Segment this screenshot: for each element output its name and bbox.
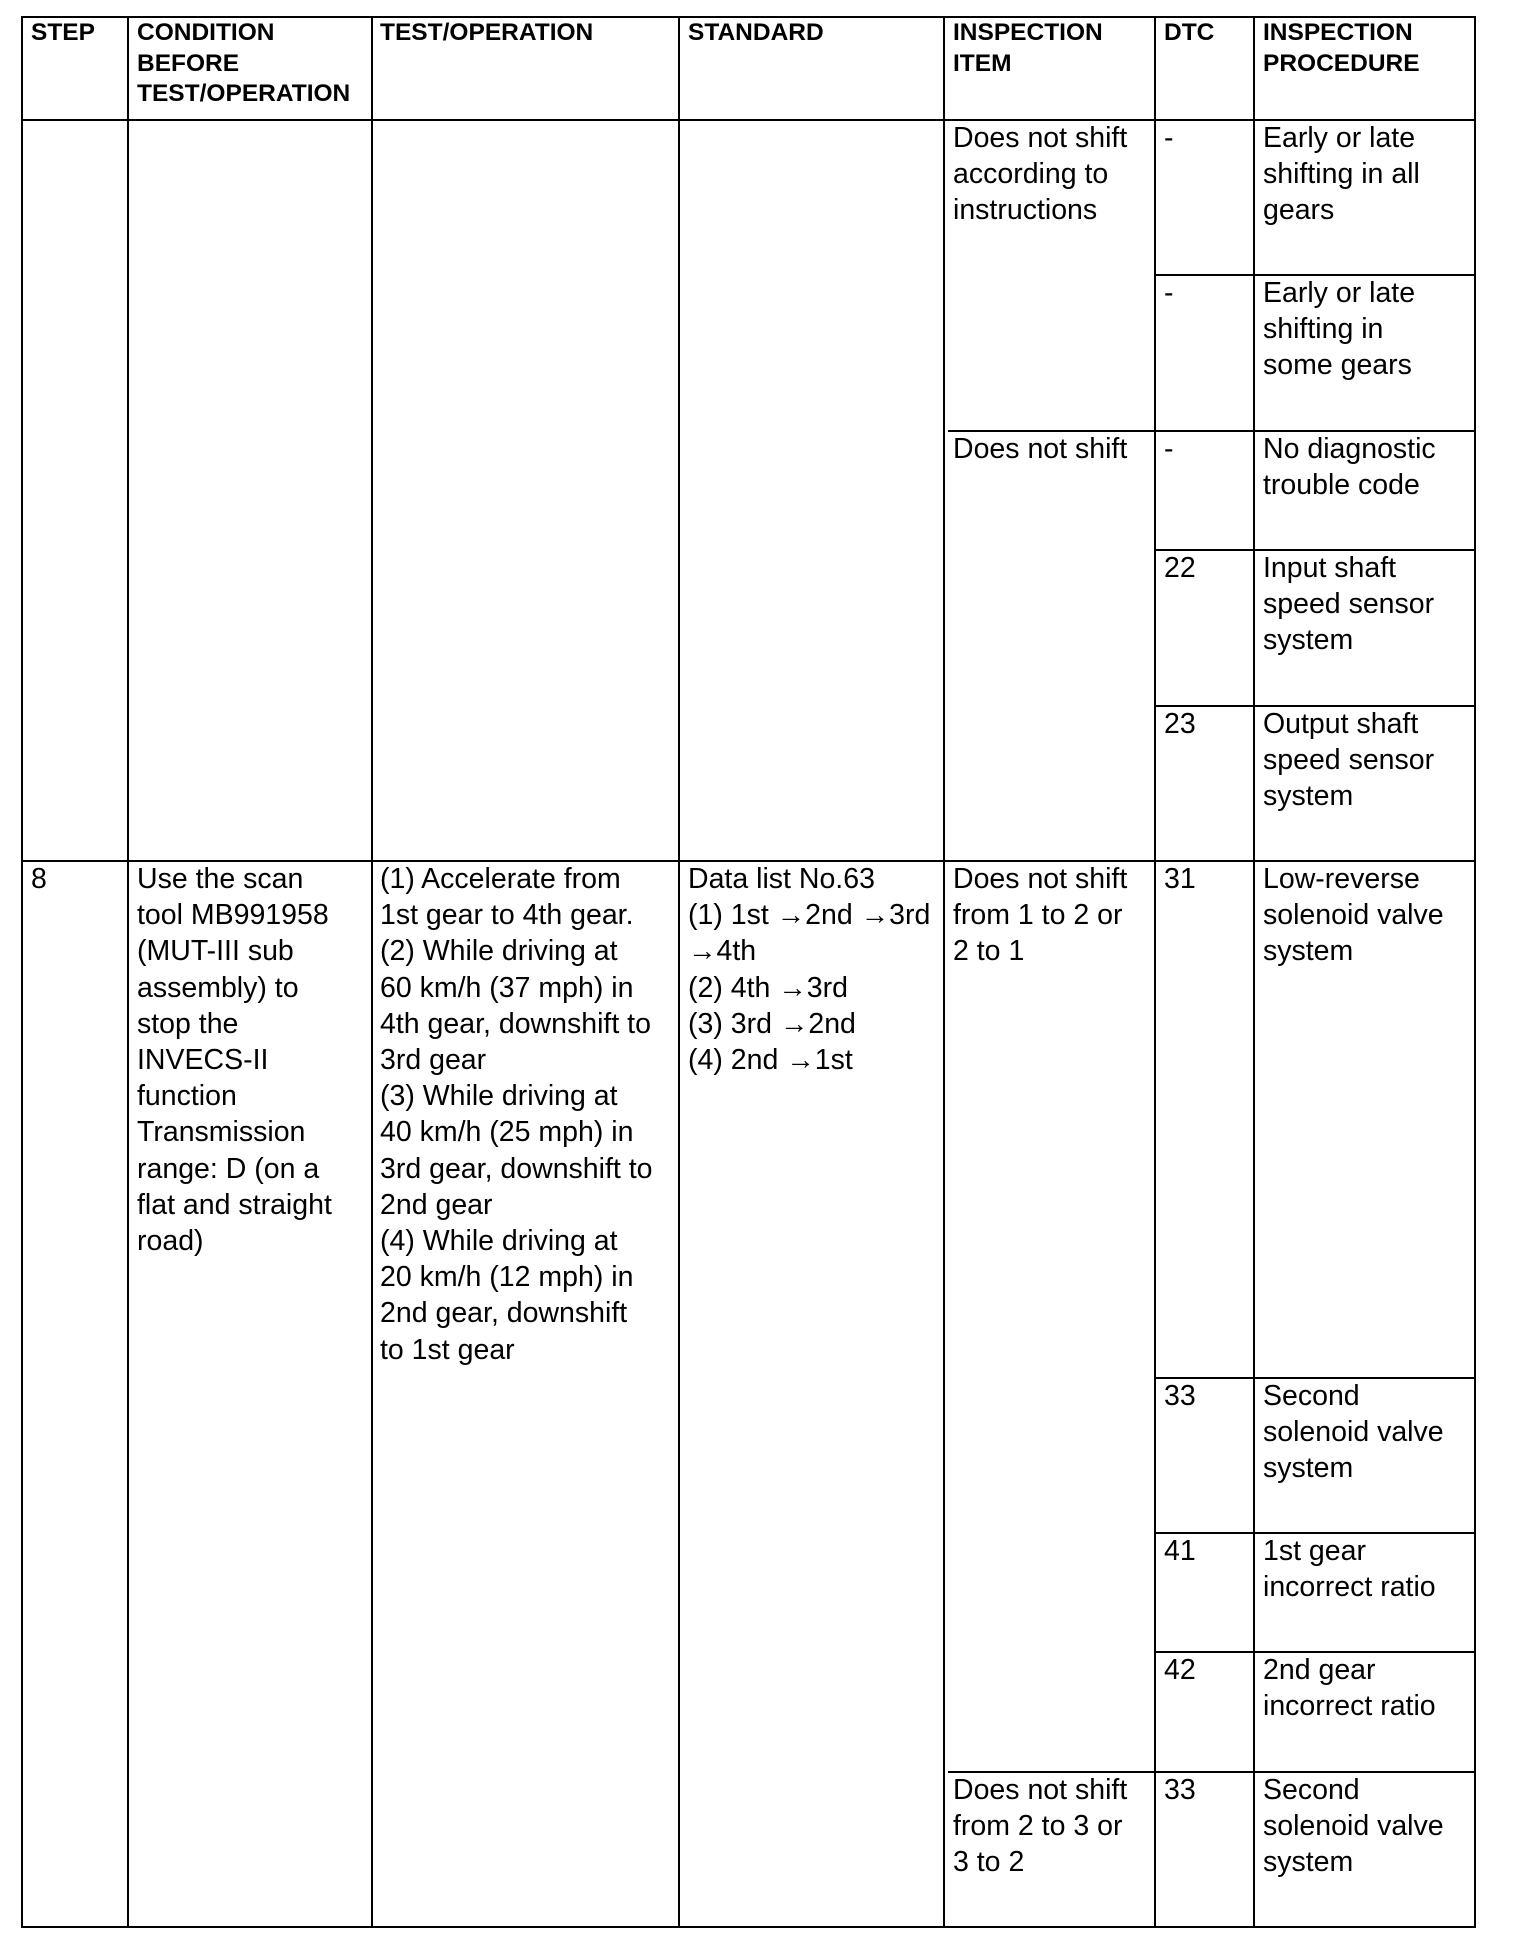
rule-bottom: [21, 1926, 1476, 1928]
rule-col: [371, 16, 373, 1928]
header-test-operation: [380, 18, 593, 49]
text-line: incorrect ratio: [1263, 1690, 1436, 1723]
inspection-procedure: [1263, 431, 1436, 503]
text-line: range: D (on a: [137, 1152, 320, 1185]
text-line: Input shaft: [1263, 552, 1397, 584]
text-line: (4) While driving at: [380, 1225, 618, 1258]
text-line: stop the: [137, 1007, 239, 1040]
text-line: (1) Accelerate from: [380, 863, 621, 895]
text-line: solenoid valve: [1263, 899, 1444, 932]
text-line: to 1st gear: [380, 1333, 515, 1366]
text-line: No diagnostic: [1263, 433, 1436, 465]
header-text: STANDARD: [688, 19, 824, 46]
text-line: some gears: [1263, 349, 1412, 382]
text-line: -: [1164, 122, 1174, 154]
text-line: (1) 1st →2nd →3rd: [688, 899, 931, 932]
text-line: 31: [1164, 863, 1196, 895]
inspection-procedure: [1263, 275, 1415, 384]
text-line: 33: [1164, 1380, 1196, 1412]
text-line: -: [1164, 433, 1174, 465]
text-line: 3 to 2: [953, 1846, 1025, 1879]
text-line: tool MB991958: [137, 899, 329, 932]
text-line: speed sensor: [1263, 744, 1435, 777]
rule-col: [127, 16, 129, 1928]
rule-col: [1253, 16, 1255, 1928]
text-line: Second: [1263, 1774, 1360, 1806]
test-operation-text: [380, 861, 653, 1368]
text-line: 23: [1164, 708, 1196, 740]
text-line: Output shaft: [1263, 708, 1419, 740]
text-line: 1st gear: [1263, 1535, 1366, 1567]
text-line: gears: [1263, 194, 1335, 227]
text-line: road): [137, 1225, 204, 1258]
header-text: INSPECTION: [953, 19, 1103, 46]
text-line: Does not shift: [953, 433, 1128, 465]
text-line: Data list No.63: [688, 863, 875, 895]
header-text: TEST/OPERATION: [137, 80, 351, 107]
text-line: Low-reverse: [1263, 863, 1420, 895]
rule-header-bottom: [21, 119, 1476, 121]
dtc-code: [1164, 550, 1196, 586]
text-line: 2 to 1: [953, 935, 1025, 968]
text-line: →4th: [688, 935, 757, 968]
text-line: 1st gear to 4th gear.: [380, 899, 634, 932]
text-line: Early or late: [1263, 277, 1416, 309]
text-line: (4) 2nd →1st: [688, 1044, 853, 1077]
header-text: TEST/OPERATION: [380, 19, 594, 46]
header-text: INSPECTION: [1263, 19, 1413, 46]
header-step: [31, 18, 95, 49]
header-dtc: [1164, 18, 1214, 49]
inspection-item: [953, 1772, 1127, 1881]
dtc-code: [1164, 1378, 1196, 1414]
inspection-procedure: [1263, 120, 1420, 229]
text-line: 40 km/h (25 mph) in: [380, 1116, 634, 1149]
text-line: trouble code: [1263, 469, 1420, 502]
text-line: system: [1263, 624, 1354, 657]
text-line: 8: [31, 863, 47, 895]
text-line: (MUT-III sub: [137, 935, 294, 968]
text-line: 2nd gear: [380, 1188, 493, 1221]
header-standard: [688, 18, 824, 49]
text-line: (2) While driving at: [380, 935, 618, 968]
text-line: function: [137, 1080, 237, 1113]
rule-col: [678, 16, 680, 1928]
text-line: 20 km/h (12 mph) in: [380, 1261, 634, 1294]
header-inspection-procedure: [1263, 18, 1420, 79]
dtc-code: [1164, 120, 1174, 156]
text-line: 3rd gear, downshift to: [380, 1152, 653, 1185]
header-text: PROCEDURE: [1263, 49, 1420, 77]
inspection-procedure: [1263, 706, 1434, 815]
inspection-procedure: [1263, 1378, 1444, 1487]
text-line: solenoid valve: [1263, 1416, 1444, 1449]
header-text: STEP: [31, 19, 95, 46]
text-line: according to: [953, 158, 1109, 191]
dtc-code: [1164, 431, 1174, 467]
text-line: system: [1263, 1452, 1354, 1485]
text-line: (3) 3rd →2nd: [688, 1007, 856, 1040]
step-number: [31, 861, 47, 897]
inspection-procedure: [1263, 861, 1444, 970]
text-line: shifting in all: [1263, 158, 1420, 191]
rule-col: [1474, 16, 1476, 1928]
text-line: Use the scan: [137, 863, 304, 895]
text-line: Does not shift: [953, 1774, 1128, 1806]
text-line: Second: [1263, 1380, 1360, 1412]
text-line: from 2 to 3 or: [953, 1810, 1123, 1843]
text-line: system: [1263, 935, 1354, 968]
header-inspection-item: [953, 18, 1103, 79]
text-line: from 1 to 2 or: [953, 899, 1123, 932]
text-line: Does not shift: [953, 863, 1128, 895]
dtc-code: [1164, 275, 1174, 311]
inspection-item: [953, 120, 1127, 229]
dtc-code: [1164, 1652, 1196, 1688]
text-line: 2nd gear, downshift: [380, 1297, 628, 1330]
text-line: 41: [1164, 1535, 1196, 1567]
standard-text: [688, 861, 930, 1078]
text-line: 22: [1164, 552, 1196, 584]
text-line: Early or late: [1263, 122, 1416, 154]
text-line: assembly) to: [137, 971, 299, 1004]
text-line: solenoid valve: [1263, 1810, 1444, 1843]
text-line: flat and straight: [137, 1188, 332, 1221]
text-line: (3) While driving at: [380, 1080, 618, 1113]
text-line: -: [1164, 277, 1174, 309]
rule-col: [943, 16, 945, 1928]
dtc-code: [1164, 861, 1196, 897]
header-text: BEFORE: [137, 49, 240, 77]
text-line: instructions: [953, 194, 1098, 227]
dtc-code: [1164, 706, 1196, 742]
text-line: 33: [1164, 1774, 1196, 1806]
text-line: 3rd gear: [380, 1044, 487, 1077]
inspection-procedure: [1263, 1652, 1436, 1724]
text-line: (2) 4th →3rd: [688, 971, 848, 1004]
rule-col: [21, 16, 23, 1928]
dtc-code: [1164, 1533, 1196, 1569]
rule-col: [1154, 16, 1156, 1928]
text-line: Does not shift: [953, 122, 1128, 154]
inspection-procedure: [1263, 550, 1434, 659]
text-line: speed sensor: [1263, 588, 1435, 621]
text-line: 60 km/h (37 mph) in: [380, 971, 634, 1004]
text-line: 42: [1164, 1654, 1196, 1686]
inspection-item: [953, 431, 1127, 467]
dtc-code: [1164, 1772, 1196, 1808]
condition-text: [137, 861, 332, 1259]
text-line: system: [1263, 1846, 1354, 1879]
text-line: INVECS-II: [137, 1044, 269, 1077]
text-line: shifting in: [1263, 313, 1384, 346]
header-text: DTC: [1164, 19, 1215, 46]
header-text: CONDITION: [137, 19, 275, 46]
text-line: 4th gear, downshift to: [380, 1007, 651, 1040]
text-line: 2nd gear: [1263, 1654, 1376, 1686]
inspection-item: [953, 861, 1127, 970]
header-condition: [137, 18, 350, 110]
inspection-procedure: [1263, 1533, 1436, 1605]
header-text: ITEM: [953, 49, 1012, 77]
text-line: incorrect ratio: [1263, 1571, 1436, 1604]
inspection-procedure: [1263, 1772, 1444, 1881]
text-line: Transmission: [137, 1116, 306, 1149]
text-line: system: [1263, 780, 1354, 813]
